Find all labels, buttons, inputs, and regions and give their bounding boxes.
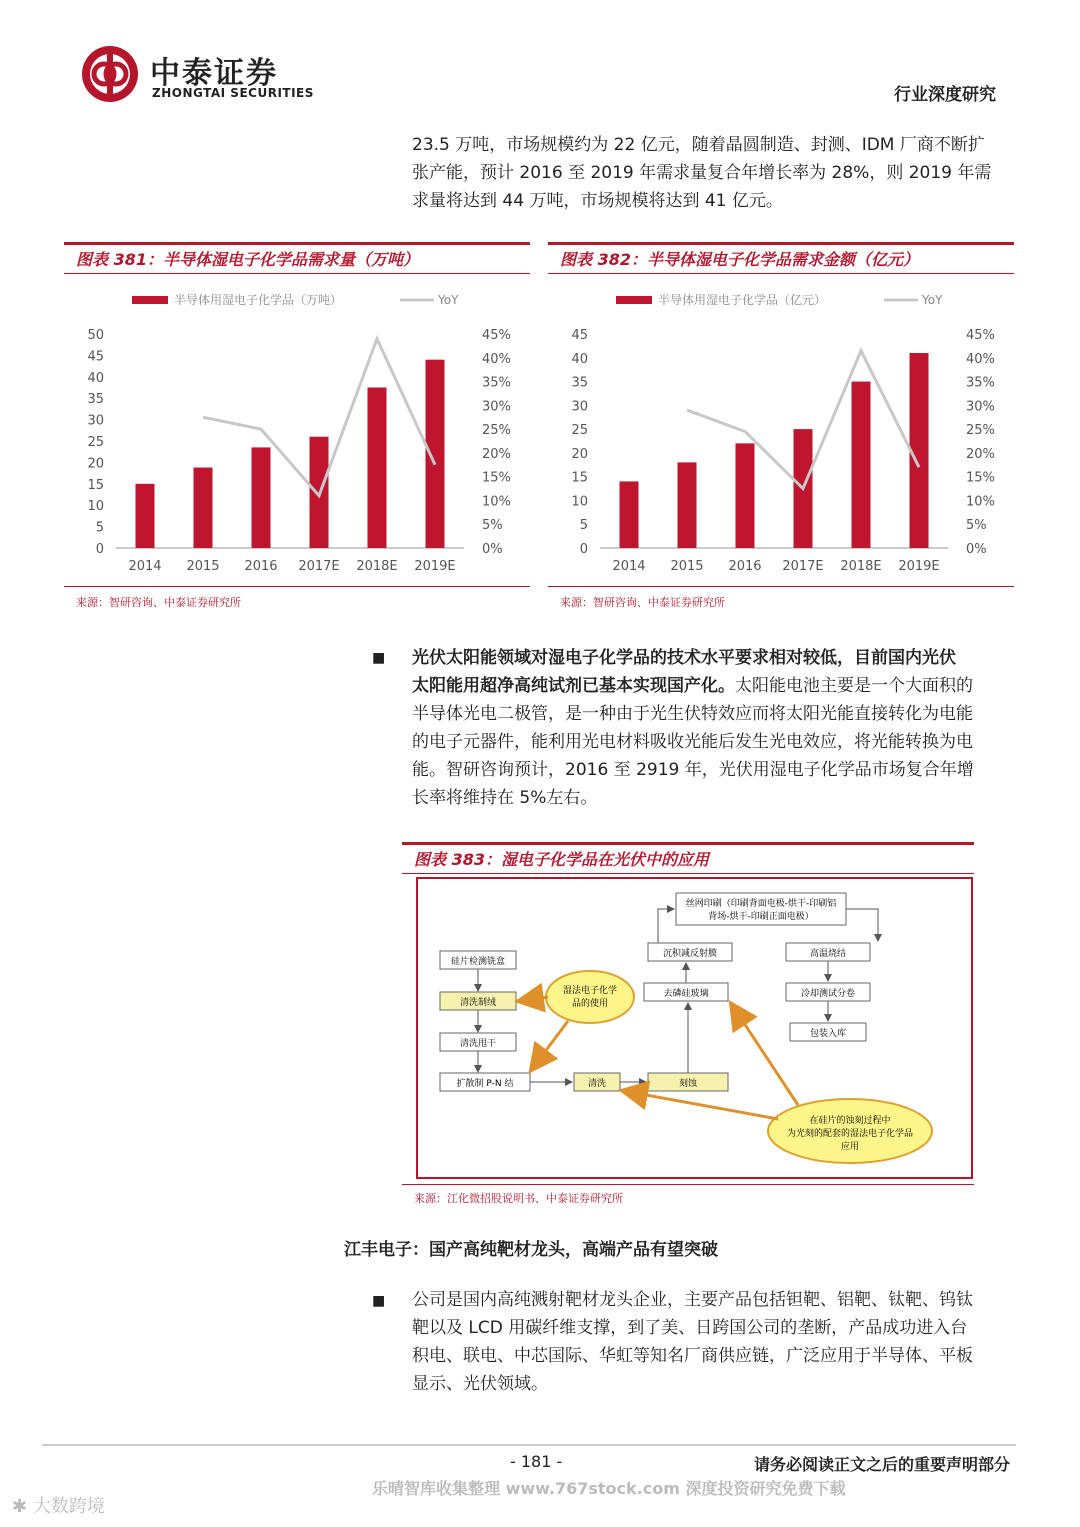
y-tick-left: 10 (571, 494, 588, 510)
report-type: 行业深度研究 (894, 85, 996, 105)
flow-node-label: 硅片检测铣盒 (450, 957, 506, 967)
bar (368, 388, 387, 549)
callout-label: 为光刻的配套的湿法电子化学品 (786, 1129, 914, 1139)
y-tick-left: 25 (87, 435, 104, 450)
intro-line: 23.5 万吨，市场规模约为 22 亿元，随着晶圆制造、封测、IDM 厂商不断扩 (412, 135, 985, 155)
y-tick-left: 20 (87, 456, 104, 472)
chart-title: 图表 382：半导体湿电子化学品需求金额（亿元） (548, 242, 1014, 274)
chart-svg (64, 282, 530, 582)
diagram-383 (402, 842, 974, 876)
bar (620, 481, 639, 548)
pv-line-bold: 光伏太阳能领域对湿电子化学品的技术水平要求相对较低，目前国内光伏 (412, 648, 956, 668)
y-tick-left: 35 (571, 375, 588, 391)
callout-label: 应用 (840, 1142, 860, 1152)
legend-label: YoY (922, 293, 943, 307)
y-tick-right: 10% (966, 494, 995, 510)
y-tick-left: 30 (571, 399, 588, 415)
company-line: 显示、光伏领域。 (412, 1374, 548, 1394)
flow-node-label: 丝网印刷（印刷背面电极-烘干-印刷铝 (685, 899, 837, 909)
footer-divider (42, 1444, 1016, 1446)
legend-label: 半导体用湿电子化学品（亿元） (658, 293, 827, 307)
diagram-frame (416, 877, 973, 1179)
y-tick-left: 35 (87, 392, 104, 408)
x-tick: 2014 (612, 559, 646, 574)
y-tick-left: 30 (87, 413, 104, 429)
y-tick-right: 5% (482, 518, 503, 534)
corner-watermark: ✱ 大数跨境 (12, 1496, 105, 1517)
y-tick-left: 40 (571, 351, 588, 367)
y-tick-left: 15 (87, 477, 104, 493)
bar (194, 468, 213, 548)
pv-line: 能。智研咨询预计，2016 至 2919 年，光伏用湿电子化学品市场复合年增 (412, 760, 974, 780)
brand-logo (80, 44, 140, 104)
logo-icon (80, 44, 140, 104)
legend-swatch-bar (616, 296, 652, 304)
chart-svg (548, 282, 1014, 582)
disclaimer: 请务必阅读正文之后的重要声明部分 (753, 1455, 1010, 1474)
intro-line: 张产能，预计 2016 至 2019 年需求量复合年增长率为 28%，则 2019 年需 (412, 163, 992, 183)
y-tick-left: 0 (95, 542, 104, 557)
y-tick-right: 15% (966, 470, 995, 486)
y-tick-right: 30% (966, 399, 995, 415)
x-tick: 2018E (356, 559, 398, 574)
y-tick-right: 20% (966, 446, 995, 462)
wechat-icon: ✱ (12, 1496, 28, 1517)
y-tick-left: 45 (87, 349, 104, 365)
chart-381 (64, 242, 530, 614)
y-tick-right: 20% (482, 446, 511, 462)
legend-label: 半导体用湿电子化学品（万吨） (174, 293, 343, 307)
y-tick-left: 25 (571, 423, 588, 439)
bar (678, 462, 697, 548)
bullet-icon: ■ (372, 650, 386, 666)
y-tick-right: 0% (482, 542, 503, 557)
diagram-title: 图表 383：湿电子化学品在光伏中的应用 (402, 842, 974, 874)
y-tick-right: 25% (482, 423, 511, 439)
x-tick: 2018E (840, 559, 882, 574)
pv-line: 半导体光电二极管，是一种由于光生伏特效应而将太阳光能直接转化为电能 (412, 704, 973, 724)
y-tick-left: 5 (95, 520, 104, 536)
y-tick-right: 10% (482, 494, 511, 510)
y-tick-right: 15% (482, 470, 511, 486)
y-tick-left: 10 (87, 499, 104, 515)
intro-line: 求量将达到 44 万吨，市场规模将达到 41 亿元。 (412, 191, 783, 211)
y-tick-left: 0 (579, 542, 588, 557)
y-tick-left: 15 (571, 470, 588, 486)
x-tick: 2015 (186, 559, 220, 574)
x-tick: 2019E (898, 559, 940, 574)
flow-node-label: 高温烧结 (809, 949, 847, 959)
x-tick: 2014 (128, 559, 162, 574)
chart-source: 来源：智研咨询、中泰证券研究所 (76, 596, 241, 609)
flow-node-label: 清洗 (587, 1079, 607, 1089)
flow-node-label: 背场-烘干-印刷正面电极） (708, 912, 814, 922)
callout-label: 湿法电子化学 (562, 986, 618, 996)
chart-382 (548, 242, 1014, 614)
company-paragraph (412, 1286, 1004, 1398)
x-tick: 2016 (728, 559, 762, 574)
company-line: 靶以及 LCD 用碳纤维支撑，到了美、日跨国公司的垄断，产品成功进入台 (412, 1318, 968, 1338)
diagram-source: 来源：江化微招股说明书、中泰证券研究所 (414, 1192, 623, 1205)
y-tick-right: 45% (482, 328, 511, 343)
x-tick: 2019E (414, 559, 456, 574)
callout-label: 品的使用 (571, 999, 609, 1009)
bullet-icon: ■ (372, 1293, 386, 1309)
y-tick-right: 25% (966, 423, 995, 439)
chart-source: 来源：智研咨询、中泰证券研究所 (560, 596, 725, 609)
bar (852, 382, 871, 548)
page-number: - 181 - (510, 1452, 563, 1471)
flow-node-label: 冷却测试分卷 (800, 989, 856, 999)
flow-node-label: 去磷硅玻璃 (663, 989, 709, 999)
company-line: 积电、联电、中芯国际、华虹等知名厂商供应链，广泛应用于半导体、平板 (412, 1346, 973, 1366)
y-tick-right: 45% (966, 328, 995, 343)
y-tick-left: 20 (571, 446, 588, 462)
pv-line-mixed: 太阳能用超净高纯试剂已基本实现国产化。太阳能电池主要是一个大面积的 (412, 676, 973, 696)
y-tick-left: 5 (579, 518, 588, 534)
y-tick-right: 30% (482, 399, 511, 415)
callout-bubble (546, 971, 634, 1023)
y-tick-left: 40 (87, 370, 104, 386)
callout-label: 在硅片的蚀刻过程中 (809, 1116, 891, 1126)
y-tick-right: 40% (966, 351, 995, 367)
flow-node-label: 清洗甩干 (459, 1039, 497, 1049)
company-heading: 江丰电子：国产高纯靶材龙头，高端产品有望突破 (344, 1240, 718, 1260)
brand-name-cn: 中泰证券 (150, 56, 278, 91)
x-tick: 2017E (298, 559, 340, 574)
y-tick-right: 40% (482, 351, 511, 367)
bar (736, 443, 755, 548)
process-flow-diagram (418, 879, 971, 1177)
y-tick-right: 35% (966, 375, 995, 391)
y-tick-left: 45 (571, 328, 588, 343)
y-tick-right: 35% (482, 375, 511, 391)
pv-line: 长率将维持在 5%左右。 (412, 788, 598, 808)
flow-node-label: 扩散制 P-N 结 (456, 1079, 514, 1089)
legend-swatch-bar (132, 296, 168, 304)
x-tick: 2015 (670, 559, 704, 574)
x-tick: 2016 (244, 559, 278, 574)
pv-paragraph (412, 644, 1004, 812)
bar (252, 447, 271, 548)
brand-name-en: ZHONGTAI SECURITIES (152, 86, 314, 100)
pv-line: 的电子元器件，能利用光电材料吸收光能后发生光电效应，将光能转换为电 (412, 732, 973, 752)
flow-node-label: 包装入库 (809, 1029, 847, 1039)
flow-node-label: 沉积减反射膜 (662, 949, 718, 959)
flow-node-label: 清洗制绒 (459, 998, 497, 1008)
legend-label: YoY (438, 293, 459, 307)
flow-node-label: 刻蚀 (678, 1079, 698, 1089)
y-tick-left: 50 (87, 328, 104, 343)
watermark: 乐晴智库收集整理 www.767stock.com 深度投资研究免费下载 (372, 1479, 846, 1498)
x-tick: 2017E (782, 559, 824, 574)
chart-title: 图表 381：半导体湿电子化学品需求量（万吨） (64, 242, 530, 274)
company-line: 公司是国内高纯溅射靶材龙头企业，主要产品包括钽靶、铝靶、钛靶、钨钛 (412, 1290, 973, 1310)
y-tick-right: 5% (966, 518, 987, 534)
intro-paragraph (412, 131, 1004, 215)
y-tick-right: 0% (966, 542, 987, 557)
bar (136, 484, 155, 548)
